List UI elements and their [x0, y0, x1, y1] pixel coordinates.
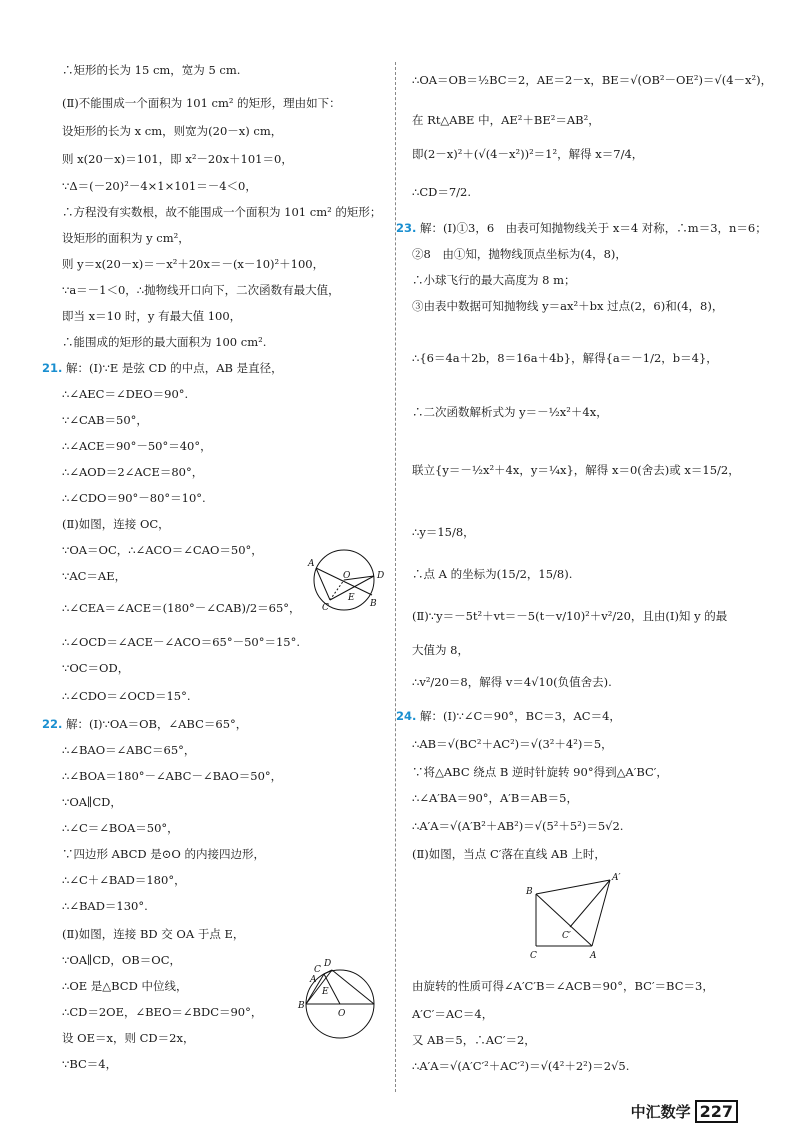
- label-o: O: [338, 1009, 346, 1019]
- text-line: (Ⅱ)如图，当点 C′落在直线 AB 上时，: [412, 847, 606, 861]
- text-line: ∴CD＝2OE，∠BEO＝∠BDC＝90°，: [62, 1005, 263, 1019]
- text-line: ∴二次函数解析式为 y＝－½x²＋4x，: [412, 405, 608, 419]
- text-line: ∴点 A 的坐标为(15/2，15/8).: [412, 567, 573, 581]
- text-line: 则 x(20－x)＝101，即 x²－20x＋101＝0，: [62, 152, 293, 166]
- label-d: D: [377, 571, 385, 581]
- text-line: ∵OC＝OD，: [62, 661, 130, 675]
- page-number: 227: [695, 1100, 738, 1123]
- text-line: ∴∠BAO＝∠ABC＝65°，: [62, 743, 196, 757]
- text-line: (Ⅱ)不能围成一个面积为 101 cm² 的矩形，理由如下：: [62, 96, 341, 110]
- text-line: (Ⅱ)如图，连接 BD 交 OA 于点 E，: [62, 927, 245, 941]
- text-line: 解：(Ⅰ)∵∠C＝90°，BC＝3，AC＝4，: [420, 709, 621, 723]
- text-line: ∵将△ABC 绕点 B 逆时针旋转 90°得到△A′BC′，: [412, 765, 668, 779]
- text-line: 即当 x＝10 时，y 有最大值 100，: [62, 309, 242, 323]
- text-line: ∵Δ＝(－20)²－4×1×101＝－4＜0，: [62, 179, 257, 193]
- text-line: 设矩形的长为 x cm，则宽为(20－x) cm，: [62, 124, 283, 138]
- label-d: D: [324, 959, 332, 969]
- label-a: A: [310, 975, 317, 985]
- figure-22-circle: [292, 952, 392, 1042]
- text-line: 设矩形的面积为 y cm²，: [62, 231, 190, 245]
- text-line: 大值为 8，: [412, 643, 469, 657]
- text-line: 在 Rt△ABE 中，AE²＋BE²＝AB²，: [412, 113, 600, 127]
- label-c: C: [314, 965, 321, 975]
- label-a: A: [590, 951, 597, 961]
- label-o: O: [343, 571, 351, 581]
- text-line: ∵四边形 ABCD 是⊙O 的内接四边形，: [62, 847, 266, 861]
- text-line: 联立{y＝－½x²＋4x，y＝¼x}，解得 x＝0(舍去)或 x＝15/2，: [412, 463, 740, 477]
- text-line: ∴∠ACE＝90°－50°＝40°，: [62, 439, 212, 453]
- label-b: B: [370, 599, 377, 609]
- text-line: 又 AB＝5，∴AC′＝2，: [412, 1033, 536, 1047]
- text-line: ∴∠CDO＝∠OCD＝15°.: [62, 689, 191, 703]
- text-line: ∴CD＝7/2.: [412, 185, 471, 199]
- text-line: ∴A′A＝√(A′C′²＋AC′²)＝√(4²＋2²)＝2√5.: [412, 1059, 630, 1073]
- text-line: ∴∠A′BA＝90°，A′B＝AB＝5，: [412, 791, 578, 805]
- question-22: [42, 716, 247, 732]
- text-line: ∴∠AOD＝2∠ACE＝80°，: [62, 465, 204, 479]
- text-line: ∴∠AEC＝∠DEO＝90°.: [62, 387, 189, 401]
- question-number: 24.: [396, 709, 417, 723]
- text-line: ∴∠CDO＝90°－80°＝10°.: [62, 491, 206, 505]
- text-line: ∴∠OCD＝∠ACE－∠ACO＝65°－50°＝15°.: [62, 635, 301, 649]
- text-line: 由旋转的性质可得∠A′C′B＝∠ACB＝90°，BC′＝BC＝3，: [412, 979, 714, 993]
- text-line: A′C′＝AC＝4，: [412, 1007, 494, 1021]
- text-line: ∵OA∥CD，: [62, 795, 122, 809]
- text-line: 即(2－x)²＋(√(4－x²))²＝1²，解得 x＝7/4，: [412, 147, 644, 161]
- text-line: 解：(Ⅰ)∵E 是弦 CD 的中点，AB 是直径，: [66, 361, 283, 375]
- label-c: C: [530, 951, 537, 961]
- text-line: ∴v²/20＝8，解得 v＝4√10(负值舍去).: [412, 675, 612, 689]
- text-line: 则 y＝x(20－x)＝－x²＋20x＝－(x－10)²＋100，: [62, 257, 325, 271]
- label-a-prime: A′: [612, 873, 621, 883]
- label-c-prime: C′: [562, 931, 571, 941]
- text-line: (Ⅱ)∵y＝－5t²＋vt＝－5(t－v/10)²＋v²/20，且由(Ⅰ)知 y 的最: [412, 609, 728, 623]
- page-footer: [631, 1100, 738, 1123]
- text-line: ∴OA＝OB＝½BC＝2，AE＝2－x，BE＝√(OB²－OE²)＝√(4－x²)，: [412, 73, 773, 87]
- question-number: 23.: [396, 221, 417, 235]
- text-line: 解：(Ⅰ)∵OA＝OB，∠ABC＝65°，: [66, 717, 248, 731]
- figure-24-triangle: [520, 872, 630, 964]
- text-line: ∴{6＝4a＋2b，8＝16a＋4b}，解得{a＝－1/2，b＝4}，: [412, 351, 718, 365]
- text-line: ∴∠BAD＝130°.: [62, 899, 148, 913]
- label-e: E: [348, 593, 355, 603]
- figure-21-circle: [300, 540, 400, 620]
- label-b: B: [298, 1001, 305, 1011]
- text-line: ∴∠BOA＝180°－∠ABC－∠BAO＝50°，: [62, 769, 283, 783]
- text-line: ∴矩形的长为 15 cm，宽为 5 cm.: [62, 63, 241, 77]
- text-line: ∴∠C＋∠BAD＝180°，: [62, 873, 186, 887]
- text-line: ∴∠CEA＝∠ACE＝(180°－∠CAB)/2＝65°，: [62, 601, 301, 615]
- question-24: [396, 708, 621, 724]
- question-23: [396, 220, 767, 236]
- label-c: C: [322, 603, 329, 613]
- question-number: 21.: [42, 361, 63, 375]
- text-line: ∴∠C＝∠BOA＝50°，: [62, 821, 179, 835]
- text-line: ∵OA＝OC，∴∠ACO＝∠CAO＝50°，: [62, 543, 263, 557]
- text-line: ∴y＝15/8，: [412, 525, 475, 539]
- text-line: (Ⅱ)如图，连接 OC，: [62, 517, 170, 531]
- book-title: 中汇数学: [630, 1103, 691, 1121]
- text-line: ∴A′A＝√(A′B²＋AB²)＝√(5²＋5²)＝5√2.: [412, 819, 624, 833]
- text-line: ∵a＝－1＜0，∴抛物线开口向下，二次函数有最大值，: [62, 283, 340, 297]
- text-line: 解：(Ⅰ)①3，6 由表可知抛物线关于 x＝4 对称，∴m＝3，n＝6；: [420, 221, 767, 235]
- text-line: ∴小球飞行的最大高度为 8 m；: [412, 273, 576, 287]
- text-line: ∴能围成的矩形的最大面积为 100 cm².: [62, 335, 267, 349]
- question-number: 22.: [42, 717, 63, 731]
- text-line: 设 OE＝x，则 CD＝2x，: [62, 1031, 195, 1045]
- label-e: E: [322, 987, 329, 997]
- text-line: ②8 由①知，抛物线顶点坐标为(4，8)，: [412, 247, 627, 261]
- question-21: [42, 360, 283, 376]
- label-a: A: [308, 559, 315, 569]
- text-line: ∵BC＝4，: [62, 1057, 118, 1071]
- text-line: ∴AB＝√(BC²＋AC²)＝√(3²＋4²)＝5，: [412, 737, 613, 751]
- text-line: ∴方程没有实数根，故不能围成一个面积为 101 cm² 的矩形；: [62, 205, 382, 219]
- text-line: ③由表中数据可知抛物线 y＝ax²＋bx 过点(2，6)和(4，8)，: [412, 299, 724, 313]
- text-line: ∴OE 是△BCD 中位线，: [62, 979, 188, 993]
- label-b: B: [526, 887, 533, 897]
- text-line: ∵OA∥CD，OB＝OC，: [62, 953, 181, 967]
- text-line: ∵∠CAB＝50°，: [62, 413, 148, 427]
- text-line: ∵AC＝AE，: [62, 569, 127, 583]
